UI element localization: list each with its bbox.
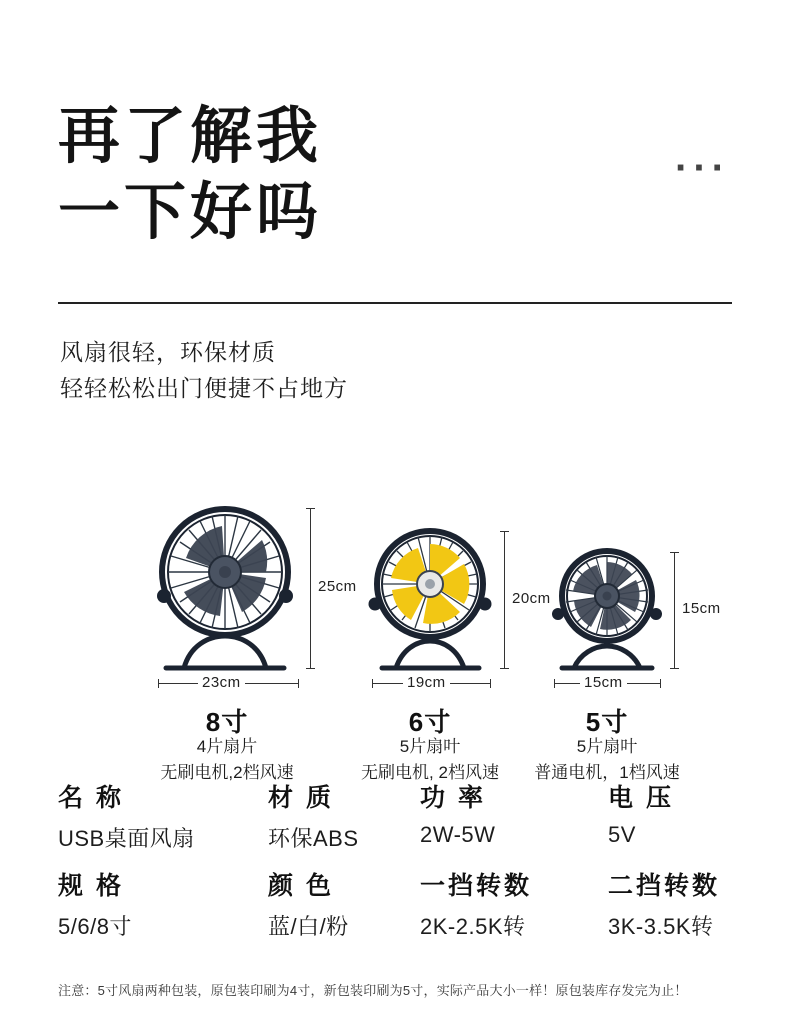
height-dim-line-6inch xyxy=(504,531,505,668)
spec-label-material: 材 质 xyxy=(268,784,334,812)
size-title-8inch: 8寸 xyxy=(205,707,249,737)
width-dim-cap-right-6inch xyxy=(490,679,491,688)
page-headline xyxy=(58,98,738,250)
spec-cell-spec xyxy=(58,866,132,941)
spec-label-voltage: 电 压 xyxy=(608,784,674,812)
product-5inch xyxy=(534,500,721,782)
fan-icon-6inch xyxy=(368,500,493,675)
height-label-8inch: 25cm xyxy=(318,578,357,595)
height-dim-cap-top-6inch xyxy=(500,531,509,532)
width-dim-cap-left-6inch xyxy=(372,679,373,688)
spec-row-2 xyxy=(0,866,790,954)
size-desc-6inch-line2: 无刷电机, 2档风速 xyxy=(361,763,499,782)
height-dim-cap-top-5inch xyxy=(670,552,679,553)
divider-rule xyxy=(58,302,732,304)
spec-value-spec: 5/6/8寸 xyxy=(58,914,132,939)
spec-value-name: USB桌面风扇 xyxy=(58,826,195,851)
size-title-6inch: 6寸 xyxy=(408,707,452,737)
spec-cell-color xyxy=(268,866,349,941)
spec-cell-speed2 xyxy=(608,866,720,941)
specification-table xyxy=(0,778,790,954)
size-title-5inch: 5寸 xyxy=(585,707,629,737)
spec-cell-speed1 xyxy=(420,866,532,941)
spec-value-color: 蓝/白/粉 xyxy=(268,914,349,939)
height-dim-cap-bottom-8inch xyxy=(306,668,315,669)
headline-line-1: 再了解我 xyxy=(58,99,323,172)
sub-copy-line-2: 轻轻松松出门便捷不占地方 xyxy=(60,375,348,401)
height-dim-cap-bottom-6inch xyxy=(500,668,509,669)
product-8inch xyxy=(150,500,357,782)
fan-illustration-6inch xyxy=(368,500,551,691)
width-dim-cap-left-8inch xyxy=(158,679,159,688)
spec-row-1 xyxy=(0,778,790,866)
spec-value-power: 2W-5W xyxy=(420,822,496,847)
size-desc-5inch-line1: 5片扇叶 xyxy=(576,737,638,756)
size-desc-6inch-line1: 5片扇叶 xyxy=(399,737,461,756)
spec-cell-name xyxy=(58,778,195,853)
size-desc-5inch-line2: 普通电机，1档风速 xyxy=(534,763,680,782)
sub-copy xyxy=(60,334,348,406)
spec-label-name: 名 称 xyxy=(58,784,124,812)
width-dim-cap-right-8inch xyxy=(298,679,299,688)
fan-illustration-8inch xyxy=(150,500,357,691)
spec-label-color: 颜 色 xyxy=(268,872,334,900)
product-6inch xyxy=(361,500,551,782)
fan-illustration-5inch xyxy=(552,500,721,691)
width-label-8inch: 23cm xyxy=(198,674,245,691)
width-label-5inch: 15cm xyxy=(580,674,627,691)
headline-line-2: 一下好吗 xyxy=(58,175,323,248)
product-comparison xyxy=(0,500,790,790)
height-dim-cap-bottom-5inch xyxy=(670,668,679,669)
spec-value-voltage: 5V xyxy=(608,822,636,847)
ellipsis-decoration: ··· xyxy=(675,146,730,190)
size-desc-8inch-line1: 4片扇片 xyxy=(196,737,258,756)
height-dim-line-5inch xyxy=(674,552,675,668)
spec-cell-voltage xyxy=(608,778,674,848)
spec-label-spec: 规 格 xyxy=(58,872,124,900)
spec-label-speed1: 一挡转数 xyxy=(420,872,533,900)
spec-cell-material xyxy=(268,778,359,853)
size-desc-8inch-line2: 无刷电机,2档风速 xyxy=(160,763,294,782)
height-label-6inch: 20cm xyxy=(512,590,551,607)
spec-cell-power xyxy=(420,778,495,848)
spec-value-material: 环保ABS xyxy=(268,826,359,851)
spec-value-speed1: 2K-2.5K转 xyxy=(420,914,526,939)
width-dim-cap-right-5inch xyxy=(660,679,661,688)
fan-icon-5inch xyxy=(552,500,662,675)
width-dim-cap-left-5inch xyxy=(554,679,555,688)
spec-value-speed2: 3K-3.5K转 xyxy=(608,914,714,939)
height-dim-line-8inch xyxy=(310,508,311,668)
sub-copy-line-1: 风扇很轻，环保材质 xyxy=(60,339,276,365)
height-dim-cap-top-8inch xyxy=(306,508,315,509)
width-label-6inch: 19cm xyxy=(403,674,450,691)
spec-label-speed2: 二挡转数 xyxy=(608,872,721,900)
footnote-text: 注意：5寸风扇两种包装，原包装印刷为4寸，新包装印刷为5寸，实际产品大小一样！原包装库存发完为止！ xyxy=(58,983,688,998)
spec-label-power: 功 率 xyxy=(420,784,486,812)
height-label-5inch: 15cm xyxy=(682,600,721,617)
fan-icon-8inch xyxy=(150,500,300,675)
